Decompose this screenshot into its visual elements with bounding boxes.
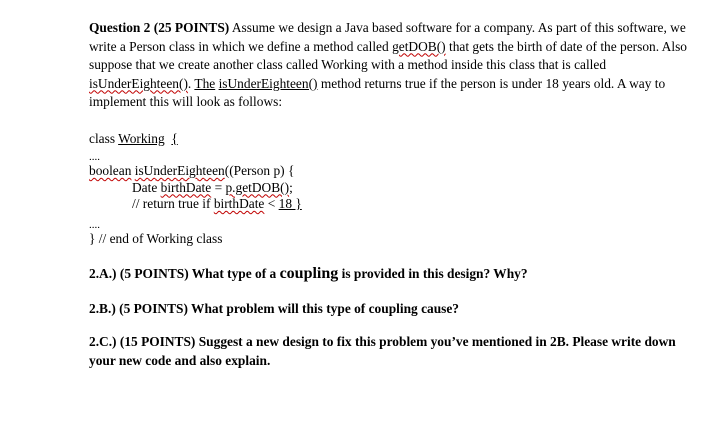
method-isunder: isUnderEighteen(): [89, 75, 188, 91]
code-text: Date: [132, 179, 158, 195]
part-2c: 2.C.) (15 POINTS) Suggest a new design to fix this problem you’ve mentioned in 2B. Please write down your new code and also explain.: [89, 334, 676, 368]
code-bool-kw: boolean: [89, 163, 132, 178]
method-getdob: getDOB(): [392, 38, 446, 54]
code-class-name: Working: [118, 130, 165, 146]
part-2a: [89, 265, 689, 284]
code-text: ;: [289, 179, 293, 195]
code-text: =: [211, 179, 226, 195]
code-text: // return true if: [132, 196, 214, 211]
question-title: Question 2 (25 POINTS): [89, 20, 230, 35]
code-method-params: ((Person p) {: [224, 163, 295, 178]
intro-text: Assume we design a Java based software for a company. As part of this software, we write a Person class in which we define a method called: [89, 20, 686, 54]
code-text: class: [89, 130, 119, 146]
code-block: [89, 131, 689, 248]
part-text: is provided in this design? Why?: [338, 266, 528, 281]
code-comment-val: 18 }: [278, 196, 302, 211]
code-end-line: } // end of Working class: [89, 230, 223, 246]
code-comment-line: [89, 196, 689, 213]
code-brace: {: [171, 130, 178, 146]
code-class-line: [89, 131, 689, 148]
code-var: birthDate: [160, 179, 212, 195]
code-comment-var: birthDate: [213, 196, 265, 211]
code-method-line: [89, 163, 689, 180]
part-2b: 2.B.) (5 POINTS) What problem will this type of coupling cause?: [89, 300, 460, 316]
part-emph: coupling: [279, 265, 339, 282]
document-page: [89, 19, 689, 370]
intro-text: method returns true if the person is under 18 years old. A way to implement this will look as follows:: [89, 75, 666, 109]
question-paragraph: [89, 19, 689, 112]
code-call: p.getDOB(): [225, 179, 290, 195]
code-method-name: isUnderEighteen: [134, 163, 225, 178]
intro-text: that gets the birth of date of the person. Also suppose that we create another class called Working with a method inside this class that is called: [89, 38, 687, 72]
code-dots: ....: [89, 151, 100, 163]
method-isunder-2: isUnderEighteen(): [218, 75, 318, 91]
code-text: <: [264, 196, 279, 211]
part-text: 2.A.) (5 POINTS) What type of a: [89, 266, 280, 281]
intro-text: .: [187, 75, 195, 91]
the-label: The: [194, 75, 216, 91]
code-dots: ....: [89, 218, 100, 231]
code-date-line: [89, 180, 689, 197]
